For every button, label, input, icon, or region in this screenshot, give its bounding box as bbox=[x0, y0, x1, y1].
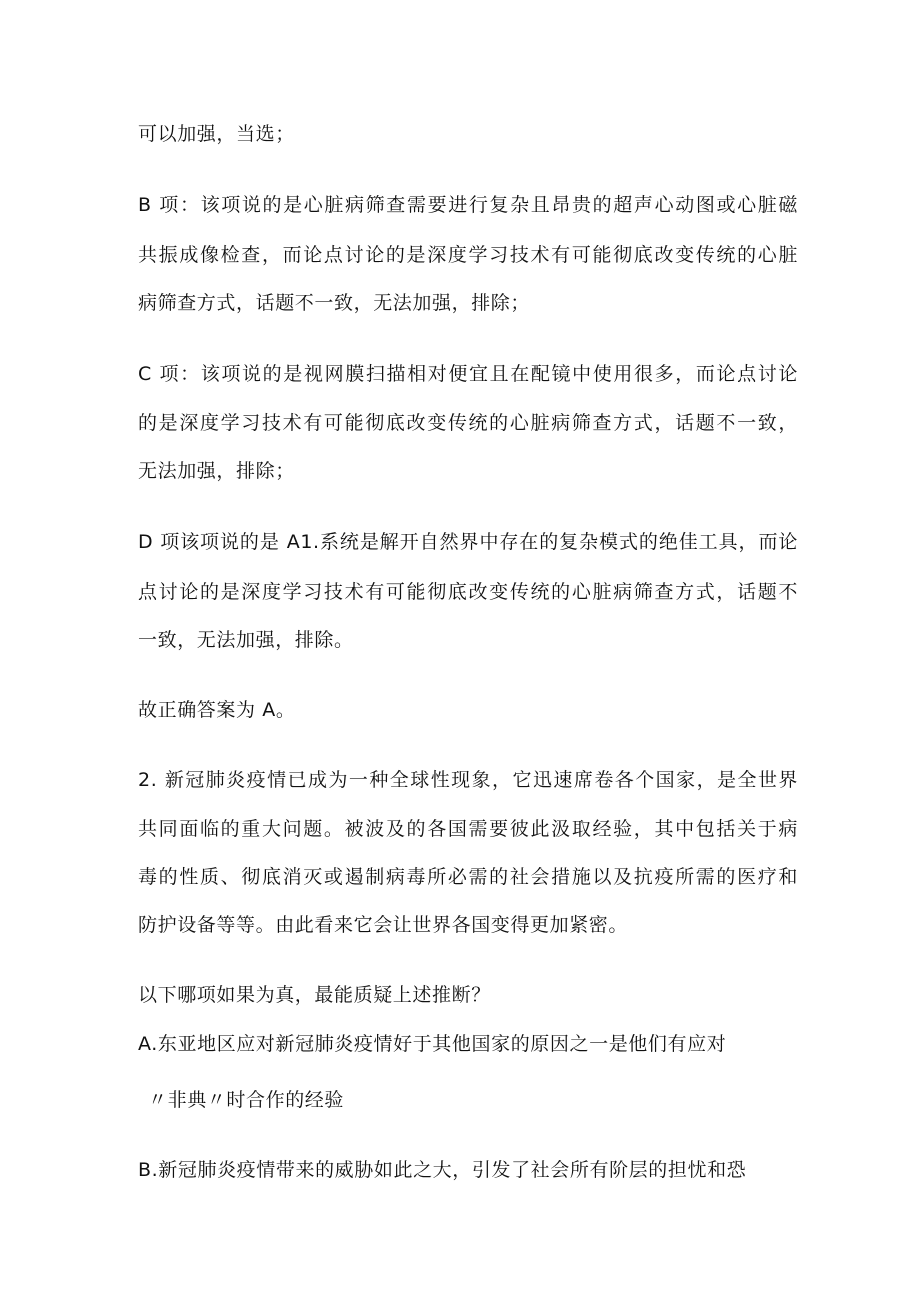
text-line: 共振成像检查，而论点讨论的是深度学习技术有可能彻底改变传统的心脏 bbox=[138, 244, 798, 266]
text-line: A.东亚地区应对新冠肺炎疫情好于其他国家的原因之一是他们有应对 bbox=[138, 1033, 727, 1055]
text-line: C 项：该项说的是视网膜扫描相对便宜且在配镜中使用很多，而论点讨论 bbox=[138, 363, 798, 385]
text-line: B.新冠肺炎疫情带来的威胁如此之大，引发了社会所有阶层的担忧和恐 bbox=[138, 1159, 747, 1181]
text-line: D 项该项说的是 A1.系统是解开自然界中存在的复杂模式的绝佳工具，而论 bbox=[138, 531, 798, 553]
text-line: 可以加强，当选； bbox=[138, 123, 295, 145]
text-line: B 项：该项说的是心脏病筛查需要进行复杂且昂贵的超声心动图或心脏磁 bbox=[138, 194, 798, 216]
text-line: 的是深度学习技术有可能彻底改变传统的心脏病筛查方式，话题不一致， bbox=[138, 412, 798, 434]
text-line: 一致，无法加强，排除。 bbox=[138, 629, 354, 651]
text-line: 〃非典〃时合作的经验 bbox=[148, 1089, 345, 1111]
text-line: 无法加强，排除； bbox=[138, 460, 295, 482]
text-line: 2. 新冠肺炎疫情已成为一种全球性现象，它迅速席卷各个国家，是全世界 bbox=[138, 769, 798, 791]
text-line: 共同面临的重大问题。被波及的各国需要彼此汲取经验，其中包括关于病 bbox=[138, 818, 798, 840]
text-line: 病筛查方式，话题不一致，无法加强，排除； bbox=[138, 292, 531, 314]
text-line: 以下哪项如果为真，最能质疑上述推断？ bbox=[138, 984, 491, 1006]
text-line: 点讨论的是深度学习技术有可能彻底改变传统的心脏病筛查方式，话题不 bbox=[138, 581, 798, 603]
text-line: 故正确答案为 A。 bbox=[138, 699, 296, 721]
text-line: 毒的性质、彻底消灭或遏制病毒所必需的社会措施以及抗疫所需的医疗和 bbox=[138, 866, 798, 888]
text-line: 防护设备等等。由此看来它会让世界各国变得更加紧密。 bbox=[138, 914, 629, 936]
